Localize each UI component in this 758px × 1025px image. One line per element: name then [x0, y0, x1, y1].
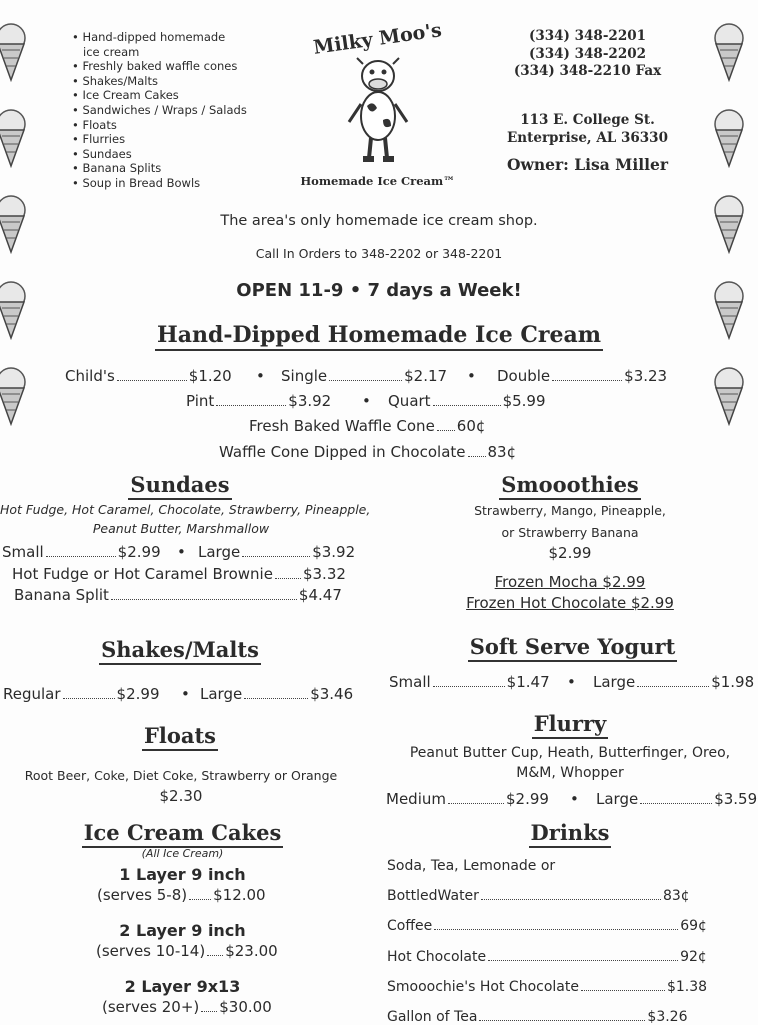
- price-row-waffle-cone: Fresh Baked Waffle Cone 60¢: [249, 417, 486, 435]
- cow-mascot-icon: [343, 54, 413, 166]
- owner-name: Owner: Lisa Miller: [506, 155, 669, 174]
- ice-cream-cone-icon: [0, 366, 28, 426]
- price-row-yogurt-large: Large $1.98: [593, 673, 755, 691]
- street-address: 113 E. College St.: [520, 112, 655, 128]
- section-title-smoothies: Smooothies: [460, 472, 680, 497]
- ice-cream-cone-icon: [712, 22, 746, 82]
- bullet-separator: •: [362, 392, 371, 410]
- float-flavors: Root Beer, Coke, Diet Coke, Strawberry or Orange: [24, 768, 338, 783]
- feature-item: • Hand-dipped homemade: [72, 30, 247, 45]
- bullet-separator: •: [467, 367, 476, 385]
- hours: OPEN 11-9 • 7 days a Week!: [236, 280, 522, 301]
- ice-cream-cone-icon: [712, 108, 746, 168]
- contact-address: [495, 112, 680, 147]
- section-title-drinks: Drinks: [460, 820, 680, 845]
- price-row-banana-split: Banana Split $4.47: [14, 586, 342, 604]
- price-row-flurry-medium: Medium $2.99: [386, 790, 549, 808]
- contact-phones: [495, 28, 680, 81]
- price-row-cake: (serves 10-14) $23.00: [96, 942, 278, 960]
- ice-cream-cone-icon: [0, 22, 28, 82]
- price-row-flurry-large: Large $3.59: [596, 790, 758, 808]
- smoothie-flavors: Strawberry, Mango, Pineapple,: [474, 503, 666, 518]
- section-title-shakes: Shakes/Malts: [70, 637, 290, 662]
- float-price: $2.30: [159, 787, 203, 805]
- price-row-drink: Hot Chocolate 92¢: [387, 949, 707, 965]
- section-title-floats: Floats: [70, 723, 290, 748]
- flurry-flavors: Peanut Butter Cup, Heath, Butterfinger, Oreo,: [409, 745, 731, 761]
- smoothie-price: $2.99: [548, 544, 592, 562]
- price-row-cake: (serves 5-8) $12.00: [97, 886, 266, 904]
- ice-cream-cone-icon: [712, 366, 746, 426]
- price-row-sundae-large: Large $3.92: [198, 543, 356, 561]
- frozen-hot-chocolate: Frozen Hot Chocolate $2.99: [466, 594, 674, 612]
- price-row-cake: (serves 20+) $30.00: [102, 998, 272, 1016]
- city-address: Enterprise, AL 36330: [507, 129, 668, 146]
- drinks-soda: Soda, Tea, Lemonade or: [387, 858, 556, 874]
- feature-item: • Floats: [72, 118, 247, 133]
- price-row-dipped-cone: Waffle Cone Dipped in Chocolate 83¢: [219, 443, 517, 461]
- bullet-separator: •: [570, 790, 579, 808]
- price-row-drink: Gallon of Tea $3.26: [387, 1009, 688, 1025]
- feature-item: • Flurries: [72, 132, 247, 147]
- phone-number: (334) 348-2201: [528, 28, 646, 44]
- cake-size: 2 Layer 9 inch: [119, 921, 246, 940]
- feature-item: • Sundaes: [72, 147, 247, 162]
- price-row-single: Single $2.17: [281, 367, 448, 385]
- section-title-sundaes: Sundaes: [70, 472, 290, 497]
- price-row-drink: BottledWater 83¢: [387, 888, 690, 904]
- bullet-separator: •: [256, 367, 265, 385]
- sundae-flavors: Hot Fudge, Hot Caramel, Chocolate, Strawberry, Pineapple,: [0, 502, 371, 517]
- price-row-quart: Quart $5.99: [388, 392, 546, 410]
- shop-tagline: The area's only homemade ice cream shop.: [220, 213, 538, 229]
- call-in-orders: Call In Orders to 348-2202 or 348-2201: [255, 246, 503, 261]
- bullet-separator: •: [177, 543, 186, 561]
- feature-item: • Banana Splits: [72, 161, 247, 176]
- price-row-drink: Smooochie's Hot Chocolate $1.38: [387, 979, 708, 995]
- bullet-separator: •: [181, 685, 190, 703]
- bullet-separator: •: [567, 673, 576, 691]
- section-title-flurry: Flurry: [460, 711, 680, 736]
- price-row-pint: Pint $3.92: [186, 392, 332, 410]
- frozen-mocha: Frozen Mocha $2.99: [494, 573, 646, 591]
- section-title-cakes: Ice Cream Cakes: [60, 820, 305, 845]
- price-row-shake-large: Large $3.46: [200, 685, 354, 703]
- smoothie-flavors: or Strawberry Banana: [501, 525, 639, 540]
- feature-item: • Sandwiches / Wraps / Salads: [72, 103, 247, 118]
- section-title-yogurt: Soft Serve Yogurt: [450, 634, 695, 659]
- brand-tagline: Homemade Ice Cream™: [300, 174, 455, 188]
- feature-item: • Soup in Bread Bowls: [72, 176, 247, 191]
- price-row-yogurt-small: Small $1.47: [389, 673, 550, 691]
- feature-item: • Shakes/Malts: [72, 74, 247, 89]
- price-row-brownie: Hot Fudge or Hot Caramel Brownie $3.32: [12, 565, 346, 583]
- phone-number: (334) 348-2202: [528, 45, 646, 62]
- sundae-flavors: Peanut Butter, Marshmallow: [92, 521, 270, 536]
- fax-number: (334) 348-2210 Fax: [513, 63, 662, 79]
- cakes-note: (All Ice Cream): [141, 847, 224, 860]
- price-row-shake-regular: Regular $2.99: [3, 685, 160, 703]
- feature-item: • Freshly baked waffle cones: [72, 59, 247, 74]
- cake-size: 1 Layer 9 inch: [119, 865, 246, 884]
- flurry-flavors: M&M, Whopper: [516, 765, 624, 781]
- price-row-double: Double $3.23: [497, 367, 668, 385]
- feature-item: ice cream: [83, 44, 140, 59]
- brand-name: Milky Moo's: [312, 19, 443, 59]
- feature-list: [72, 30, 247, 191]
- ice-cream-cone-icon: [0, 108, 28, 168]
- brand-logo: [290, 19, 465, 192]
- price-row-drink: Coffee 69¢: [387, 918, 707, 934]
- price-row-sundae-small: Small $2.99: [2, 543, 161, 561]
- cake-size: 2 Layer 9x13: [124, 977, 241, 996]
- section-title-hand-dipped: Hand-Dipped Homemade Ice Cream: [0, 322, 758, 348]
- price-row-childs: Child's $1.20: [65, 367, 232, 385]
- feature-item: • Ice Cream Cakes: [72, 88, 247, 103]
